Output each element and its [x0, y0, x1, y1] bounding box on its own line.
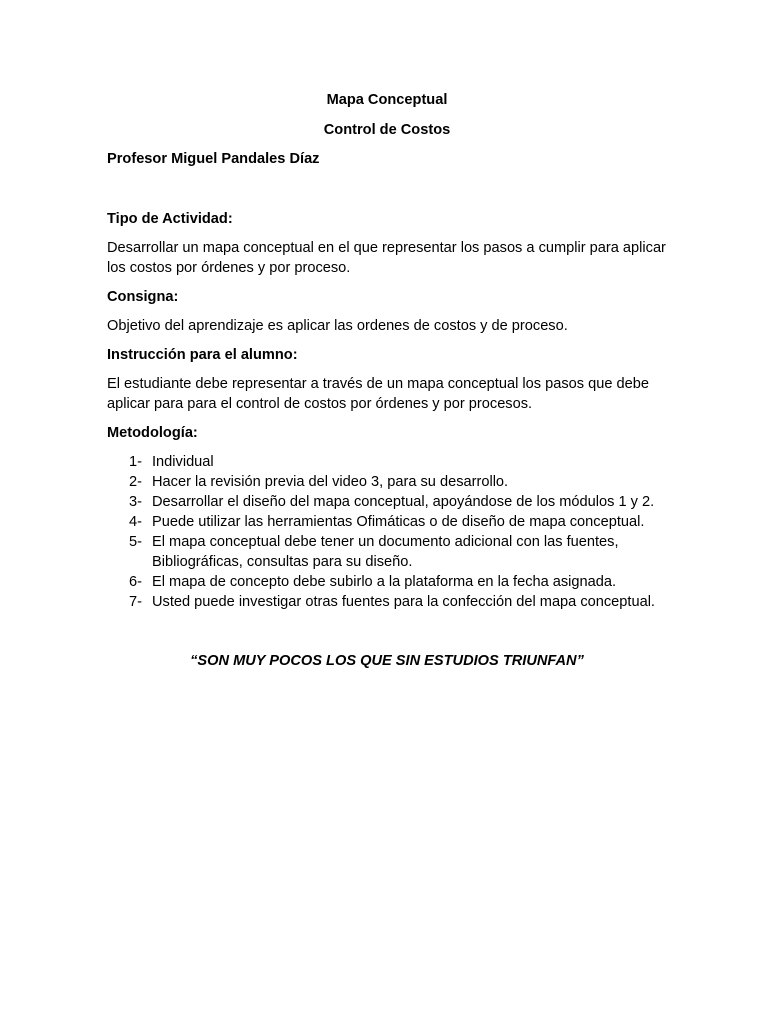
list-item-number: 5- — [129, 534, 142, 550]
closing-quote: “SON MUY POCOS LOS QUE SIN ESTUDIOS TRIUNFAN” — [190, 653, 584, 669]
section-heading-tipo: Tipo de Actividad: — [107, 211, 233, 227]
list-item — [107, 512, 667, 532]
methodology-list — [107, 452, 667, 612]
section-heading-metodologia: Metodología: — [107, 425, 198, 441]
list-item-number: 1- — [129, 454, 142, 470]
list-item-text: Usted puede investigar otras fuentes para la confección del mapa conceptual. — [152, 594, 655, 610]
section-heading-consigna: Consigna: — [107, 289, 179, 305]
list-item-number: 4- — [129, 514, 142, 530]
list-item-number: 6- — [129, 574, 142, 590]
list-item — [107, 452, 667, 472]
document-title: Mapa Conceptual — [326, 92, 448, 108]
section-heading-instruccion: Instrucción para el alumno: — [107, 347, 298, 363]
list-item — [107, 492, 667, 512]
list-item-text: Hacer la revisión previa del video 3, para su desarrollo. — [152, 474, 509, 490]
list-item-number: 2- — [129, 474, 142, 490]
list-item-number: 3- — [129, 494, 142, 510]
list-item — [107, 532, 667, 572]
professor-name: Profesor Miguel Pandales Díaz — [107, 151, 320, 167]
list-item-text: Puede utilizar las herramientas Ofimáticas o de diseño de mapa conceptual. — [152, 514, 645, 530]
list-item-text: El mapa de concepto debe subirlo a la plataforma en la fecha asignada. — [152, 574, 617, 590]
list-item-number: 7- — [129, 594, 142, 610]
list-item-text: El mapa conceptual debe tener un documento adicional con las fuentes, Bibliográficas, consultas para su diseño. — [152, 534, 619, 570]
section-text-tipo: Desarrollar un mapa conceptual en el que representar los pasos a cumplir para aplicar los costos por órdenes y por proceso. — [107, 240, 666, 276]
list-item-text: Desarrollar el diseño del mapa conceptual, apoyándose de los módulos 1 y 2. — [152, 494, 655, 510]
spacer — [107, 169, 667, 209]
list-item — [107, 472, 667, 492]
list-item — [107, 592, 667, 612]
list-item — [107, 572, 667, 592]
document-subtitle: Control de Costos — [323, 122, 451, 138]
section-text-instruccion: El estudiante debe representar a través de un mapa conceptual los pasos que debe aplicar para para el control de costos por órdenes y por procesos. — [107, 376, 649, 412]
list-item-text: Individual — [152, 454, 214, 470]
document-content — [107, 90, 667, 671]
section-text-consigna: Objetivo del aprendizaje es aplicar las ordenes de costos y de proceso. — [107, 318, 568, 334]
